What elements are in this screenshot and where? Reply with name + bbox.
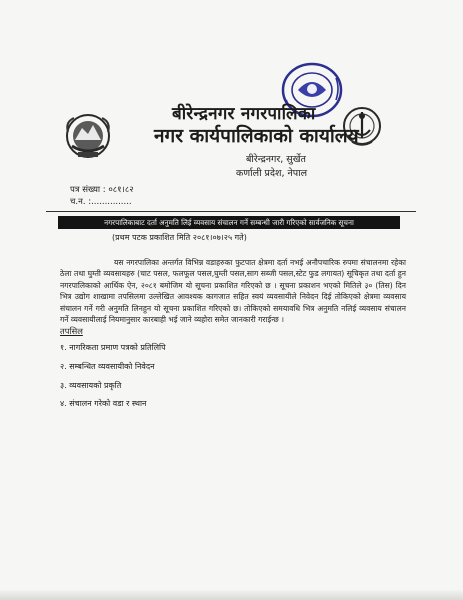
schedule-item: ४. संचालन गरेको वडा र स्थान <box>60 399 147 408</box>
published-date-line: (प्रथम पटक प्रकाशित मिति २०८१।०७।२५ गते) <box>112 233 247 242</box>
notice-body: यस नगरपालिका अन्तर्गत विभिन्न वडाहरुका फुटपात क्षेत्रमा दर्ता नभई अनौपचारिक रुपमा संचालनमा रहेका ठेला तथा घुम्ती व्यवसायहरु (चाट पसल, फलफूल पसल,घुम्ती पसल,साग सब्जी पसल,स्टेट फुड लगायत) सूचिकृत तथा दर्ता हुन नगरपालिकाको आर्थिक ऐन, २०८१ बमोजिम यो सूचना प्रकाशित गरिएको छ । सूचना प्रकाशन भएको मितिले ३० (तिस) दिन भित्र उद्योग शाखामा तपसिलमा उल्लेखित आवश्यक कागजात सहित स्वयं व्यवसायीले निवेदन दिई तोकिएको क्षेत्रमा व्यवसाय संचालन गर्ने गरी अनुमति लिनहुन यो सूचना प्रकाशित गरिएको छ। तोकिएको समयावधि भित्र अनुमति नलिई व्यवसाय संचालन गर्ने व्यवसायीलाई नियमानुसार कारबाही भई जाने व्यहोरा समेत जानकारी गराईन्छ । <box>60 258 406 325</box>
schedule-heading: तपसिल <box>60 326 83 336</box>
page-edge-shadow <box>0 590 463 600</box>
nepal-government-emblem-icon <box>62 112 114 162</box>
dispatch-number: च.न. :............... <box>70 197 132 207</box>
address-line-1: बीरेन्द्रनगर, सुर्खेत <box>246 154 306 165</box>
address-line-2: कर्णाली प्रदेश, नेपाल <box>236 168 308 179</box>
header-divider <box>46 211 416 212</box>
municipality-name: बीरेन्द्रनगर नगरपालिका <box>172 104 316 124</box>
notice-title: नगरपालिकाबाट दर्ता अनुमति लिई व्यवसाय संचालन गर्ने सम्बन्धी जारी गरिएको सार्वजनिक सूचना <box>58 216 400 229</box>
schedule-item: १. नागरिकता प्रमाण पत्रको प्रतिलिपि <box>60 343 166 352</box>
schedule-item: २. सम्बन्धित व्यवसायीको निवेदन <box>60 362 155 371</box>
office-name: नगर कार्यपालिकाको कार्यालय <box>154 125 359 147</box>
letter-number: पत्र संख्या : ०८१।८२ <box>70 185 134 195</box>
schedule-item: ३. व्यवसायको प्रकृति <box>60 381 122 390</box>
